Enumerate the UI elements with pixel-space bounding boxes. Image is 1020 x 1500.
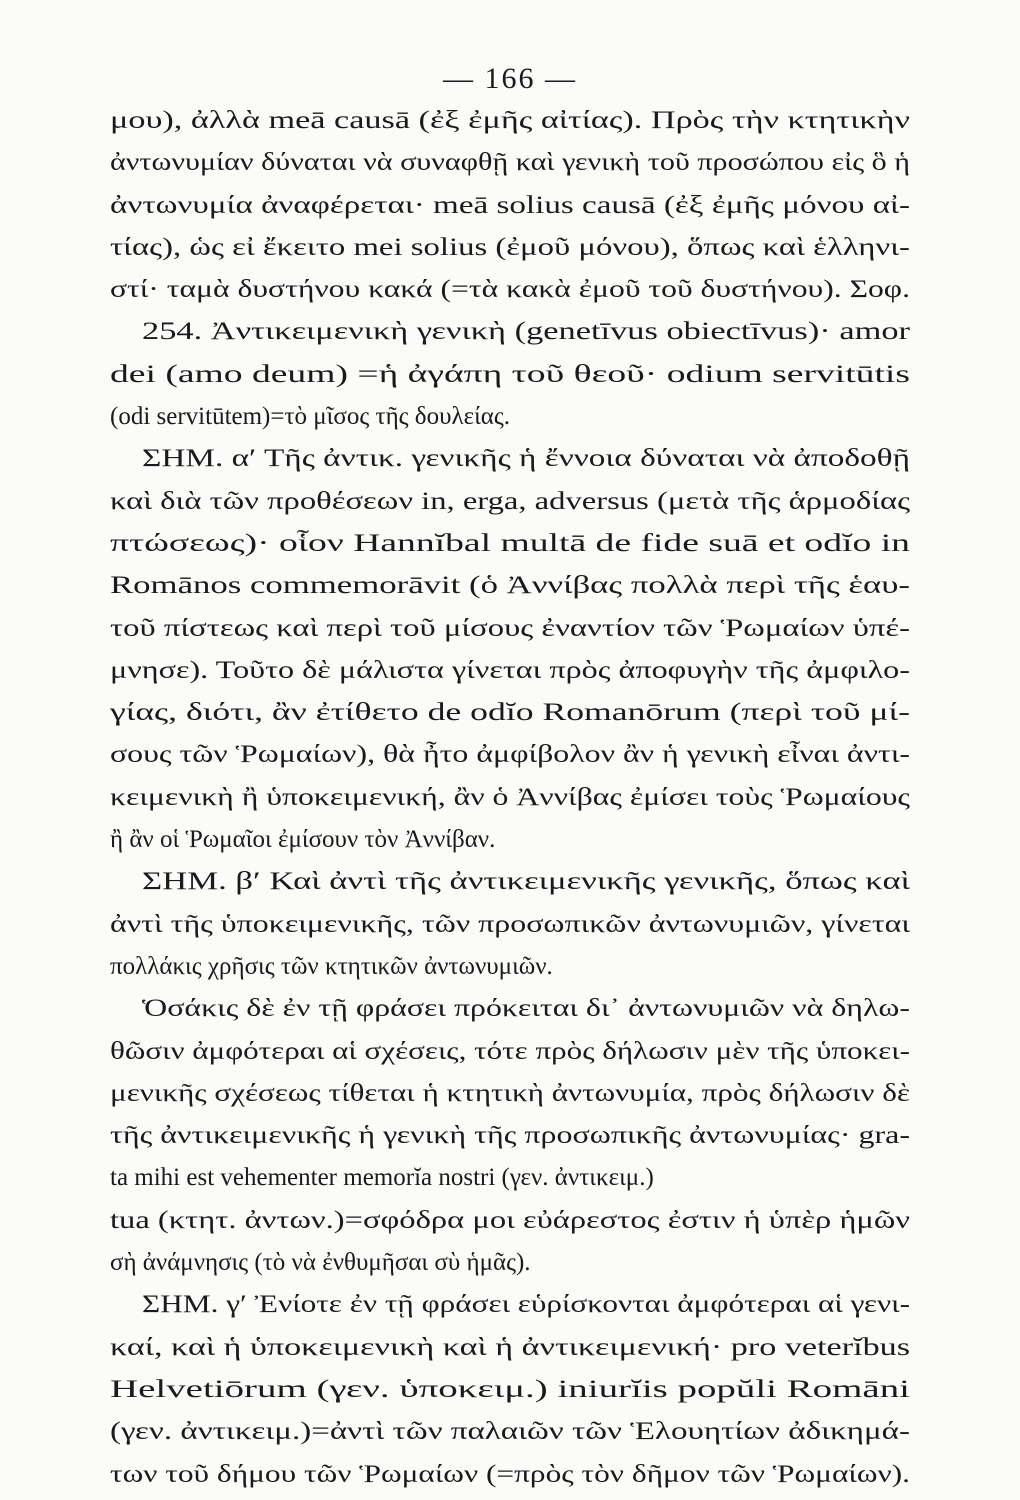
text-line-32: (γεν. ἀντικειμ.)=ἀντὶ τῶν παλαιῶν τῶν Ἑλουητίων ἀδικημά- <box>110 1418 910 1446</box>
text-line-21: πολλάκις χρῆσις τῶν κτητικῶν ἀντωνυμιῶν. <box>110 952 553 980</box>
text-line-27: tua (κτητ. ἀντων.)=σφόδρα μοι εὐάρεστος ἐστιν ἡ ὑπὲρ ἡμῶν <box>110 1206 910 1234</box>
text-line-25: τῆς ἀντικειμενικῆς ἡ γενικὴ τῆς προσωπικῆς ἀντωνυμίας· gra- <box>110 1122 910 1150</box>
paragraph-hosakis: Ὁσάκις δὲ ἐν τῇ φράσει πρόκειται δι᾽ ἀντωνυμιῶν νὰ δηλω- <box>142 995 910 1023</box>
text-line-20: ἀντὶ τῆς ὑποκειμενικῆς, τῶν προσωπικῶν ἀντωνυμιῶν, γίνεται <box>110 910 910 938</box>
text-line-5: στί· ταμὰ δυστήνου κακά (=τὰ κακὰ ἐμοῦ τοῦ δυστήνου). Σοφ. <box>110 276 910 304</box>
text-line-2: ἀντωνυμίαν δύναται νὰ συναφθῇ καὶ γενικὴ τοῦ προσώπου εἰς ὃ ἡ <box>110 149 910 177</box>
text-line-13: τοῦ πίστεως καὶ περὶ τοῦ μίσους ἐναντίον τῶν Ῥωμαίων ὑπέ- <box>110 614 910 642</box>
text-line-30: καί, καὶ ἡ ὑποκειμενικὴ καὶ ἡ ἀντικειμενική· pro veterĭbus <box>110 1333 910 1361</box>
text-line-31: Helvetiōrum (γεν. ὑποκειμ.) iniurĭis popŭli Romāni <box>110 1375 910 1403</box>
text-line-1: μου), ἀλλὰ meā causā (ἐξ ἐμῆς αἰτίας). Πρὸς τὴν κτητικὴν <box>110 107 910 134</box>
text-line-10: καὶ διὰ τῶν προθέσεων in, erga, adversus (μετὰ τῆς ἁρμοδίας <box>110 487 910 515</box>
text-line-23: θῶσιν ἀμφότεραι αἱ σχέσεις, τότε πρὸς δήλωσιν μὲν τῆς ὑποκει- <box>110 1037 910 1065</box>
text-line-24: μενικῆς σχέσεως τίθεται ἡ κτητικὴ ἀντωνυμία, πρὸς δήλωσιν δὲ <box>110 1079 910 1107</box>
note-b-heading: ΣΗΜ. β′ Καὶ ἀντὶ τῆς ἀντικειμενικῆς γενικῆς, ὅπως καὶ <box>142 868 910 896</box>
text-line-16: σους τῶν Ῥωμαίων), θὰ ἦτο ἀμφίβολον ἂν ἡ γενικὴ εἶναι ἀντι- <box>110 741 910 769</box>
page-number: — 166 — <box>443 62 577 95</box>
text-line-3: ἀντωνυμία ἀναφέρεται· meā solius causā (ἐξ ἐμῆς μόνου αἰ- <box>110 191 910 219</box>
text-line-7: dei (amo deum) =ἡ ἀγάπη τοῦ θεοῦ· odium servitūtis <box>110 360 910 388</box>
text-line-17: κειμενικὴ ἢ ὑποκειμενική, ἂν ὁ Ἀννίβας ἐμίσει τοὺς Ῥωμαίους <box>110 783 910 811</box>
text-line-28: σὴ ἀνάμνησις (τὸ νὰ ἐνθυμῆσαι σὺ ἡμᾶς). <box>110 1249 531 1277</box>
text-line-8: (odi servitūtem)=τὸ μῖσος τῆς δουλείας. <box>110 403 511 431</box>
text-line-26: ta mihi est vehementer memorĭa nostri (γεν. ἀντικειμ.) <box>110 1164 654 1192</box>
text-line-12: Romānos commemorāvit (ὁ Ἀννίβας πολλὰ περὶ τῆς ἑαυ- <box>110 572 910 600</box>
text-line-15: γίας, διότι, ἂν ἐτίθετο de odĭo Romanōrum (περὶ τοῦ μί- <box>110 699 910 727</box>
text-line-18: ἢ ἂν οἱ Ῥωμαῖοι ἐμίσουν τὸν Ἀννίβαν. <box>110 826 496 854</box>
text-line-4: τίας), ὡς εἰ ἔκειτο mei solius (ἐμοῦ μόνου), ὅπως καὶ ἑλληνι- <box>110 233 910 261</box>
text-line-11: πτώσεως)· οἷον Hannĭbal multā de fide suā et odĭo in <box>110 529 910 557</box>
note-a-heading: ΣΗΜ. α′ Τῆς ἀντικ. γενικῆς ἡ ἔννοια δύναται νὰ ἀποδοθῇ <box>142 445 910 473</box>
note-c-heading: ΣΗΜ. γ′ Ἐνίοτε ἐν τῇ φράσει εὑρίσκονται ἀμφότεραι αἱ γενι- <box>142 1291 910 1319</box>
text-line-14: μνησε). Τοῦτο δὲ μάλιστα γίνεται πρὸς ἀποφυγὴν τῆς ἀμφιλο- <box>110 656 910 684</box>
page-body <box>110 100 910 1496</box>
section-254-heading: 254. Ἀντικειμενικὴ γενικὴ (genetīvus obiectīvus)· amor <box>142 318 910 346</box>
text-line-33: των τοῦ δήμου τῶν Ῥωμαίων (=πρὸς τὸν δῆμον τῶν Ῥωμαίων). <box>110 1460 910 1488</box>
